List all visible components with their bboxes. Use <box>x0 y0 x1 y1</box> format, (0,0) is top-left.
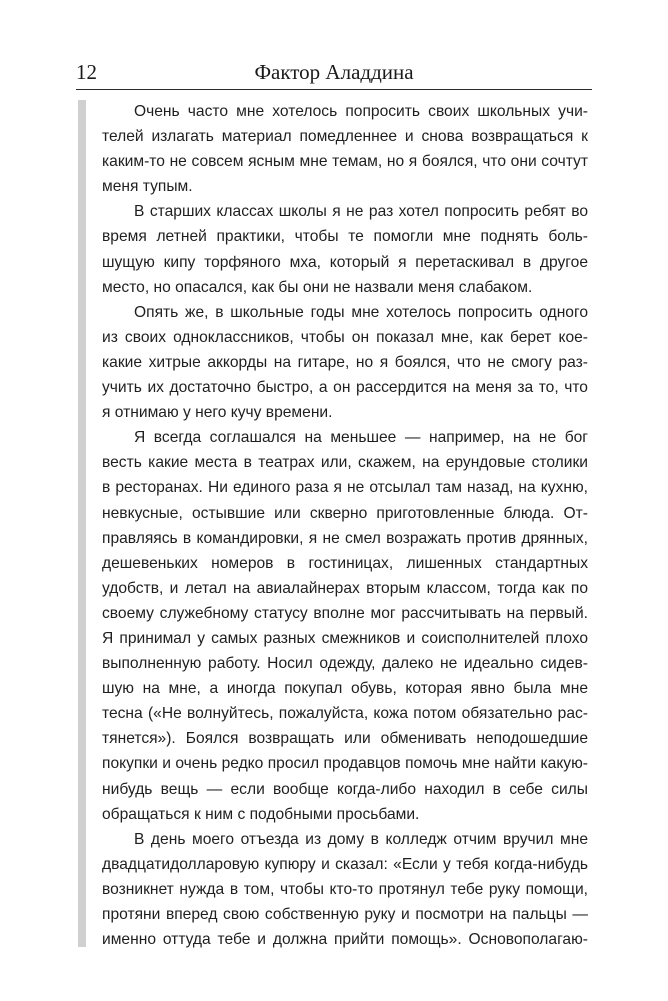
text-line: покупки и очень редко просил продавцов помочь мне найти какую- <box>102 755 588 773</box>
text-line: дешевеньких номеров в гостиницах, лишенных стандартных <box>102 554 588 572</box>
text-line: правляясь в командировки, я не смел возражать против дрянных, <box>102 529 588 547</box>
text-line: нибудь вещь — если вообще когда-либо находил в себе силы <box>102 780 588 798</box>
text-line: В день моего отъезда из дому в колледж отчим вручил мне <box>134 830 588 848</box>
margin-bar <box>78 100 86 947</box>
text-line: Очень часто мне хотелось попросить своих школьных учи- <box>134 103 588 120</box>
text-line: тянется»). Боялся возвращать или обменивать неподошедшие <box>102 730 588 748</box>
text-line: удобств, и летал на авиалайнерах вторым классом, тогда как по <box>102 579 588 597</box>
running-title: Фактор Аладдина <box>254 60 414 84</box>
text-line: двадцатидолларовую купюру и сказал: «Если у тебя когда-нибудь <box>102 855 588 873</box>
text-line: телей излагать материал помедленнее и снова возвращаться к <box>102 128 588 146</box>
text-line: шущую кипу торфяного мха, который я перетаскивал в другое <box>102 253 588 271</box>
text-line: я отнимаю у него кучу времени. <box>102 404 333 422</box>
text-line: тесна («Не волнуйтесь, пожалуйста, кожа потом обязательно рас- <box>102 705 588 723</box>
text-line: Я принимал у самых разных смежников и соисполнителей плохо <box>102 629 588 647</box>
text-line: именно оттуда тебе и должна прийти помощь». Основополагаю- <box>102 931 588 949</box>
text-line: невкусные, остывшие или скверно приготовленные блюда. От- <box>102 504 588 522</box>
text-line: весть какие места в театрах или, скажем, на ерундовые столики <box>102 454 588 472</box>
text-line: в ресторанах. Ни единого раза я не отсылал там назад, на кухню, <box>102 479 588 497</box>
text-line: место, но опасался, как бы они не назвали меня слабаком. <box>102 278 533 296</box>
text-line: возникнет нужда в том, чтобы кто-то протянул тебе руку помощи, <box>102 880 588 898</box>
body-text <box>102 99 588 952</box>
text-line: шую на мне, а иногда покупал обувь, которая явно была мне <box>102 680 588 698</box>
text-line: меня тупым. <box>102 178 193 196</box>
page-number: 12 <box>76 60 97 84</box>
text-line: протяни вперед свою собственную руку и посмотри на пальцы — <box>102 906 588 923</box>
text-line: своему служебному статусу вполне мог рассчитывать на первый. <box>102 604 588 622</box>
text-line: Опять же, в школьные годы мне хотелось попросить одного <box>134 303 588 321</box>
text-line: обращаться к ним с подобными просьбами. <box>102 805 420 823</box>
text-line: В старших классах школы я не раз хотел попросить ребят во <box>134 203 588 221</box>
header-rule <box>76 89 592 90</box>
text-line: время летней практики, чтобы те помогли мне поднять боль- <box>102 228 588 246</box>
text-line: выполненную работу. Носил одежду, далеко не идеально сидев- <box>102 655 588 673</box>
text-line: какие хитрые аккорды на гитаре, но я боялся, что не смогу раз- <box>102 353 588 371</box>
text-line: из своих одноклассников, чтобы он показал мне, как берет кое- <box>102 328 588 346</box>
text-line: учить их достаточно быстро, а он рассердится на меня за то, что <box>102 379 588 397</box>
text-line: Я всегда соглашался на меньшее — например, на не бог <box>134 429 588 447</box>
text-line: каким-то не совсем ясным мне темам, но я боялся, что они сочтут <box>102 153 588 171</box>
